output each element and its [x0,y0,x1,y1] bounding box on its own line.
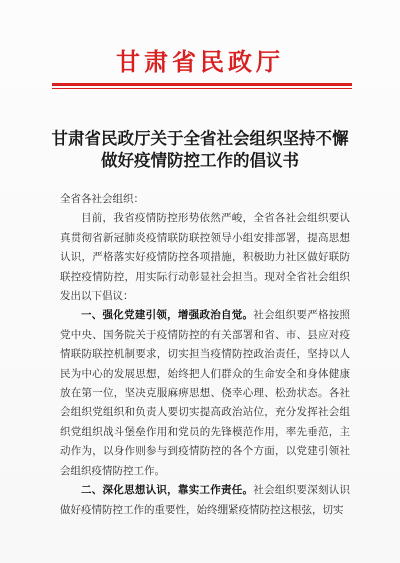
letterhead-rule-thick [52,83,352,86]
document-title-line-2: 做好疫情防控工作的倡议书 [101,151,299,170]
section-1-text: 社会组织要严格按照党中央、国务院关于疫情防控的有关部署和省、市、县应对疫情联防联控机制要求，切实担当疫情防控政治责任，坚持以人民为中心的发展思想，始终把人们群众的生命安全和身体健康放在第一位，坚决克服麻痹思想、侥幸心理、松劲状态。各社会组织党组织和负责人要切实提高政治站位，充分发挥社会组织党组织战斗堡垒作用和党员的先锋模范作用，率先垂范，主动作为，以身作则参与到疫情防控的各个方面，以党建引领社会组织疫情防控工作。 [60,309,351,477]
document-body [60,190,350,520]
letterhead-rule-thin [52,88,352,89]
salutation: 全省各社会组织： [60,193,144,205]
section-2-text: 社会组织要深刻认识做好疫情防控工作的重要性，始终绷紧疫情防控这根弦，切实 [60,484,351,516]
document-title [40,128,360,172]
section-1-heading: 一、强化党建引领，增强政治自觉。 [81,309,254,322]
letterhead-title: 甘肃省民政厅 [116,47,284,76]
section-1-paragraph [60,306,350,481]
document-title-line-1: 甘肃省民政厅关于全省社会组织坚持不懈 [51,129,349,148]
section-2-heading: 二、深化思想认识，靠实工作责任。 [81,484,254,497]
intro-paragraph: 目前，我省疫情防控形势依然严峻，全省各社会组织要认真贯彻省新冠肺炎疫情联防联控领导小组安排部署，提高思想认识，严格落实好疫情防控各项措施，积极助力社区做好联防联控疫情防控，用实际行动彰显社会担当。现对全省社会组织发出以下倡议： [60,212,350,303]
section-2-paragraph [60,481,350,520]
